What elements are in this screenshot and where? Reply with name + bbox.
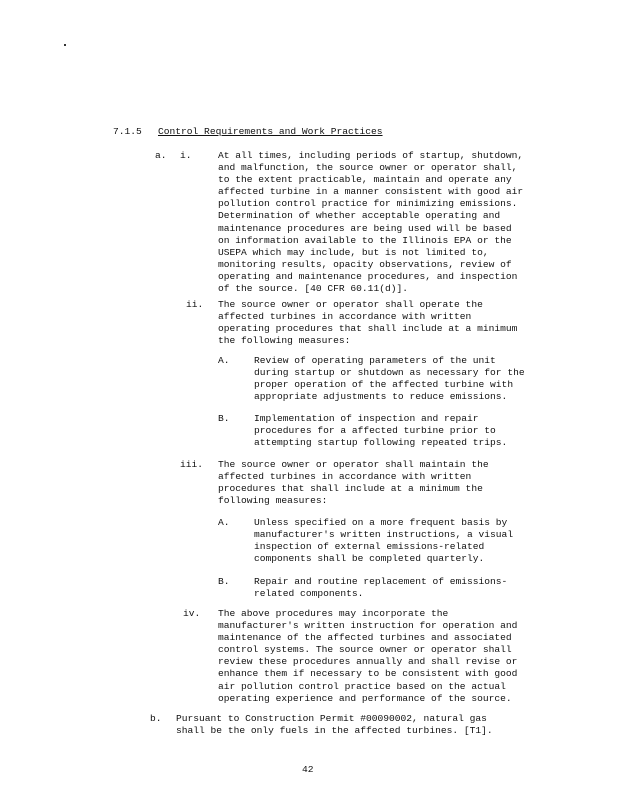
section-title: Control Requirements and Work Practices xyxy=(158,126,383,137)
item-a-iv-text: The above procedures may incorporate the manufacturer's written instruction for operation and maintenance of the affected turbines and associated control systems. The source owner or operator shall review these procedures annually and shall revise or enhance them if necessary to be consistent with good air pollution control practice based on the actual operating experience and performance of the source. xyxy=(218,608,518,704)
item-a-ii-A-label: A. xyxy=(218,355,230,366)
item-a-i-label: i. xyxy=(180,150,192,161)
section-number: 7.1.5 xyxy=(113,126,142,137)
item-a-ii-text: The source owner or operator shall operate the affected turbines in accordance with written operating procedures that shall include at a minimum the following measures: xyxy=(218,299,518,347)
item-b-text: Pursuant to Construction Permit #00090002, natural gas shall be the only fuels in the affected turbines. [T1]. xyxy=(176,713,493,737)
item-a-iii-text: The source owner or operator shall maintain the affected turbines in accordance with written procedures that shall include at a minimum the following measures: xyxy=(218,459,489,507)
item-a-iii-A-text: Unless specified on a more frequent basis by manufacturer's written instructions, a visual inspection of external emissions-related components shall be completed quarterly. xyxy=(254,517,514,565)
item-a-i-text: At all times, including periods of startup, shutdown, and malfunction, the source owner or operator shall, to the extent practicable, maintain and operate any affected turbine in a manner consistent with good air pollution control practice for minimizing emissions. Determination of whether acceptable operating and maintenance procedures are being used will be based on information available to the Illinois EPA or the USEPA which may include, but is not limited to, monitoring results, opacity observations, review of operating and maintenance procedures, and inspection of the source. [40 CFR 60.11(d)]. xyxy=(218,150,524,295)
item-a-iii-B-label: B. xyxy=(218,576,230,587)
item-a-ii-label: ii. xyxy=(186,299,204,310)
page-number: 42 xyxy=(302,764,314,775)
item-a-ii-A-text: Review of operating parameters of the unit during startup or shutdown as necessary for the proper operation of the affected turbine with appropriate adjustments to reduce emissions. xyxy=(254,355,525,403)
item-a-iii-A-label: A. xyxy=(218,517,230,528)
item-a-iii-B-text: Repair and routine replacement of emissions- related components. xyxy=(254,576,508,600)
item-a-ii-B-label: B. xyxy=(218,413,230,424)
item-b-label: b. xyxy=(150,713,162,724)
scan-speck xyxy=(64,44,66,46)
item-a-iii-label: iii. xyxy=(180,459,204,470)
item-a-ii-B-text: Implementation of inspection and repair procedures for a affected turbine prior to attempting startup following repeated trips. xyxy=(254,413,508,449)
item-a-iv-label: iv. xyxy=(183,608,201,619)
item-a-label: a. xyxy=(155,150,167,161)
